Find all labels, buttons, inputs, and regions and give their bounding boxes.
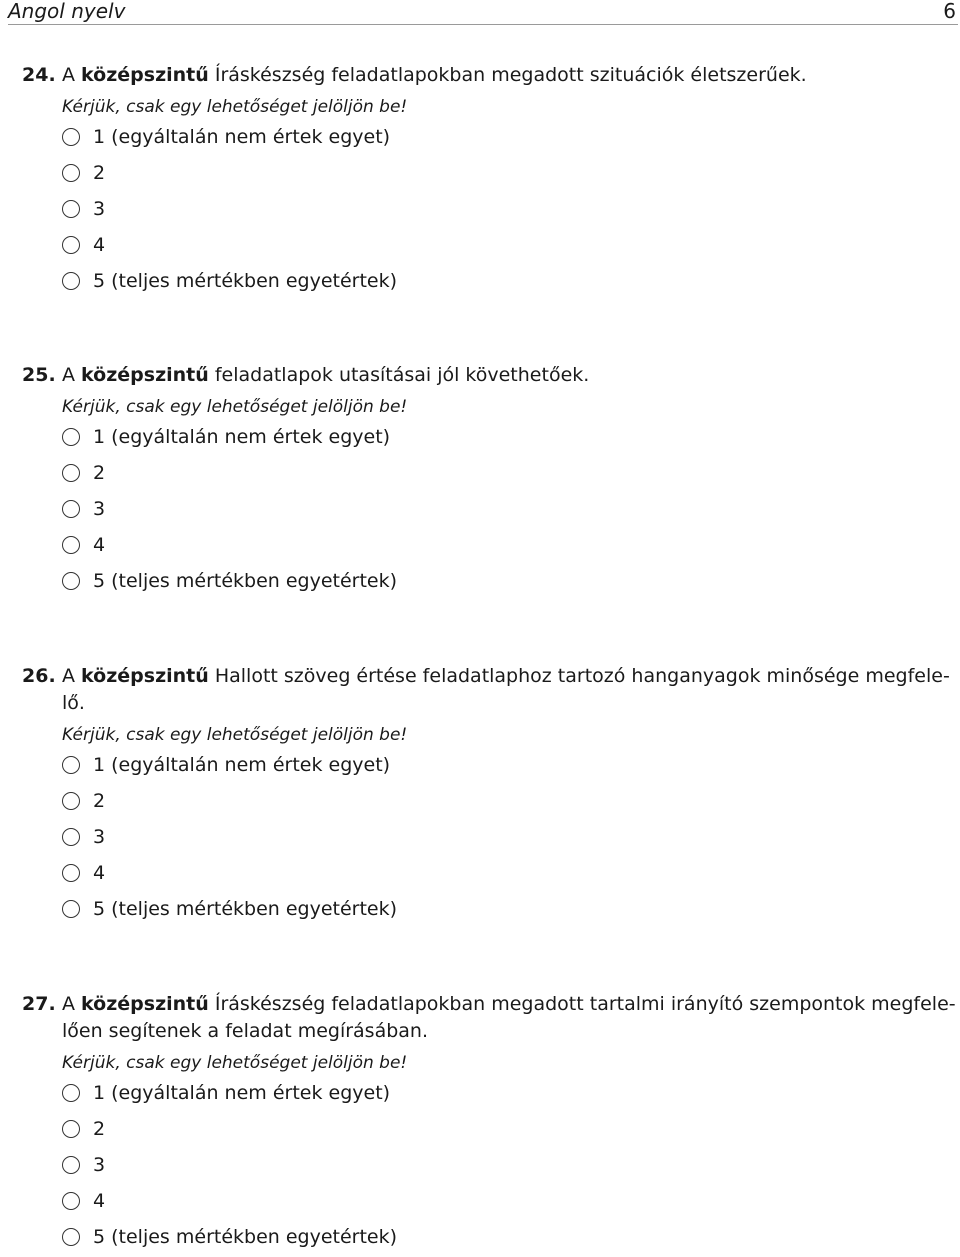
option-3[interactable]: 3 [62,1147,958,1183]
question-number: 25. [22,364,56,386]
radio-circle-icon[interactable] [62,272,80,290]
option-3[interactable]: 3 [62,491,958,527]
option-5[interactable]: 5 (teljes mértékben egyetértek) [62,1219,958,1255]
option-2[interactable]: 2 [62,783,958,819]
radio-circle-icon[interactable] [62,200,80,218]
option-2[interactable]: 2 [62,1111,958,1147]
option-3[interactable]: 3 [62,191,958,227]
question-text: 26. A középszintű Hallott szöveg értése feladatlaphoz tartozó hanganyagok minősége megfele-lő. [22,665,950,714]
page-number: 6 [943,0,956,23]
radio-circle-icon[interactable] [62,500,80,518]
option-4[interactable]: 4 [62,1183,958,1219]
question-text: 27. A középszintű Íráskészség feladatlapokban megadott tartalmi irányító szempontok megfele-lően segítenek a feladat megírásában. [22,993,956,1042]
option-5[interactable]: 5 (teljes mértékben egyetértek) [62,263,958,299]
option-1[interactable]: 1 (egyáltalán nem értek egyet) [62,119,958,155]
radio-group [22,1075,958,1255]
radio-circle-icon[interactable] [62,1084,80,1102]
radio-circle-icon[interactable] [62,464,80,482]
option-5[interactable]: 5 (teljes mértékben egyetértek) [62,563,958,599]
radio-circle-icon[interactable] [62,1228,80,1246]
instruction-text: Kérjük, csak egy lehetőséget jelöljön be! [62,725,408,745]
question-25 [22,362,958,599]
radio-circle-icon[interactable] [62,572,80,590]
page-header [8,0,958,25]
instruction-text: Kérjük, csak egy lehetőséget jelöljön be! [62,1053,408,1073]
radio-group [22,419,958,599]
radio-circle-icon[interactable] [62,756,80,774]
radio-circle-icon[interactable] [62,1120,80,1138]
radio-group [22,747,958,927]
question-27 [22,991,958,1255]
option-2[interactable]: 2 [62,155,958,191]
option-1[interactable]: 1 (egyáltalán nem értek egyet) [62,419,958,455]
radio-group [22,119,958,299]
question-number: 26. [22,665,56,687]
option-4[interactable]: 4 [62,855,958,891]
radio-circle-icon[interactable] [62,428,80,446]
question-24 [22,62,958,299]
option-3[interactable]: 3 [62,819,958,855]
radio-circle-icon[interactable] [62,900,80,918]
option-4[interactable]: 4 [62,227,958,263]
radio-circle-icon[interactable] [62,1192,80,1210]
instruction-text: Kérjük, csak egy lehetőséget jelöljön be! [62,97,408,117]
question-number: 27. [22,993,56,1015]
option-1[interactable]: 1 (egyáltalán nem értek egyet) [62,747,958,783]
question-text: 24. A középszintű Íráskészség feladatlapokban megadott szituációk életszerűek. [22,62,958,89]
option-1[interactable]: 1 (egyáltalán nem értek egyet) [62,1075,958,1111]
radio-circle-icon[interactable] [62,828,80,846]
option-4[interactable]: 4 [62,527,958,563]
option-2[interactable]: 2 [62,455,958,491]
document-title: Angol nyelv [8,0,126,23]
radio-circle-icon[interactable] [62,792,80,810]
radio-circle-icon[interactable] [62,236,80,254]
question-26 [22,663,958,927]
instruction-text: Kérjük, csak egy lehetőséget jelöljön be! [62,397,408,417]
option-5[interactable]: 5 (teljes mértékben egyetértek) [62,891,958,927]
radio-circle-icon[interactable] [62,536,80,554]
radio-circle-icon[interactable] [62,1156,80,1174]
question-number: 24. [22,64,56,86]
radio-circle-icon[interactable] [62,128,80,146]
question-text: 25. A középszintű feladatlapok utasításai jól követhetőek. [22,362,958,389]
radio-circle-icon[interactable] [62,164,80,182]
radio-circle-icon[interactable] [62,864,80,882]
